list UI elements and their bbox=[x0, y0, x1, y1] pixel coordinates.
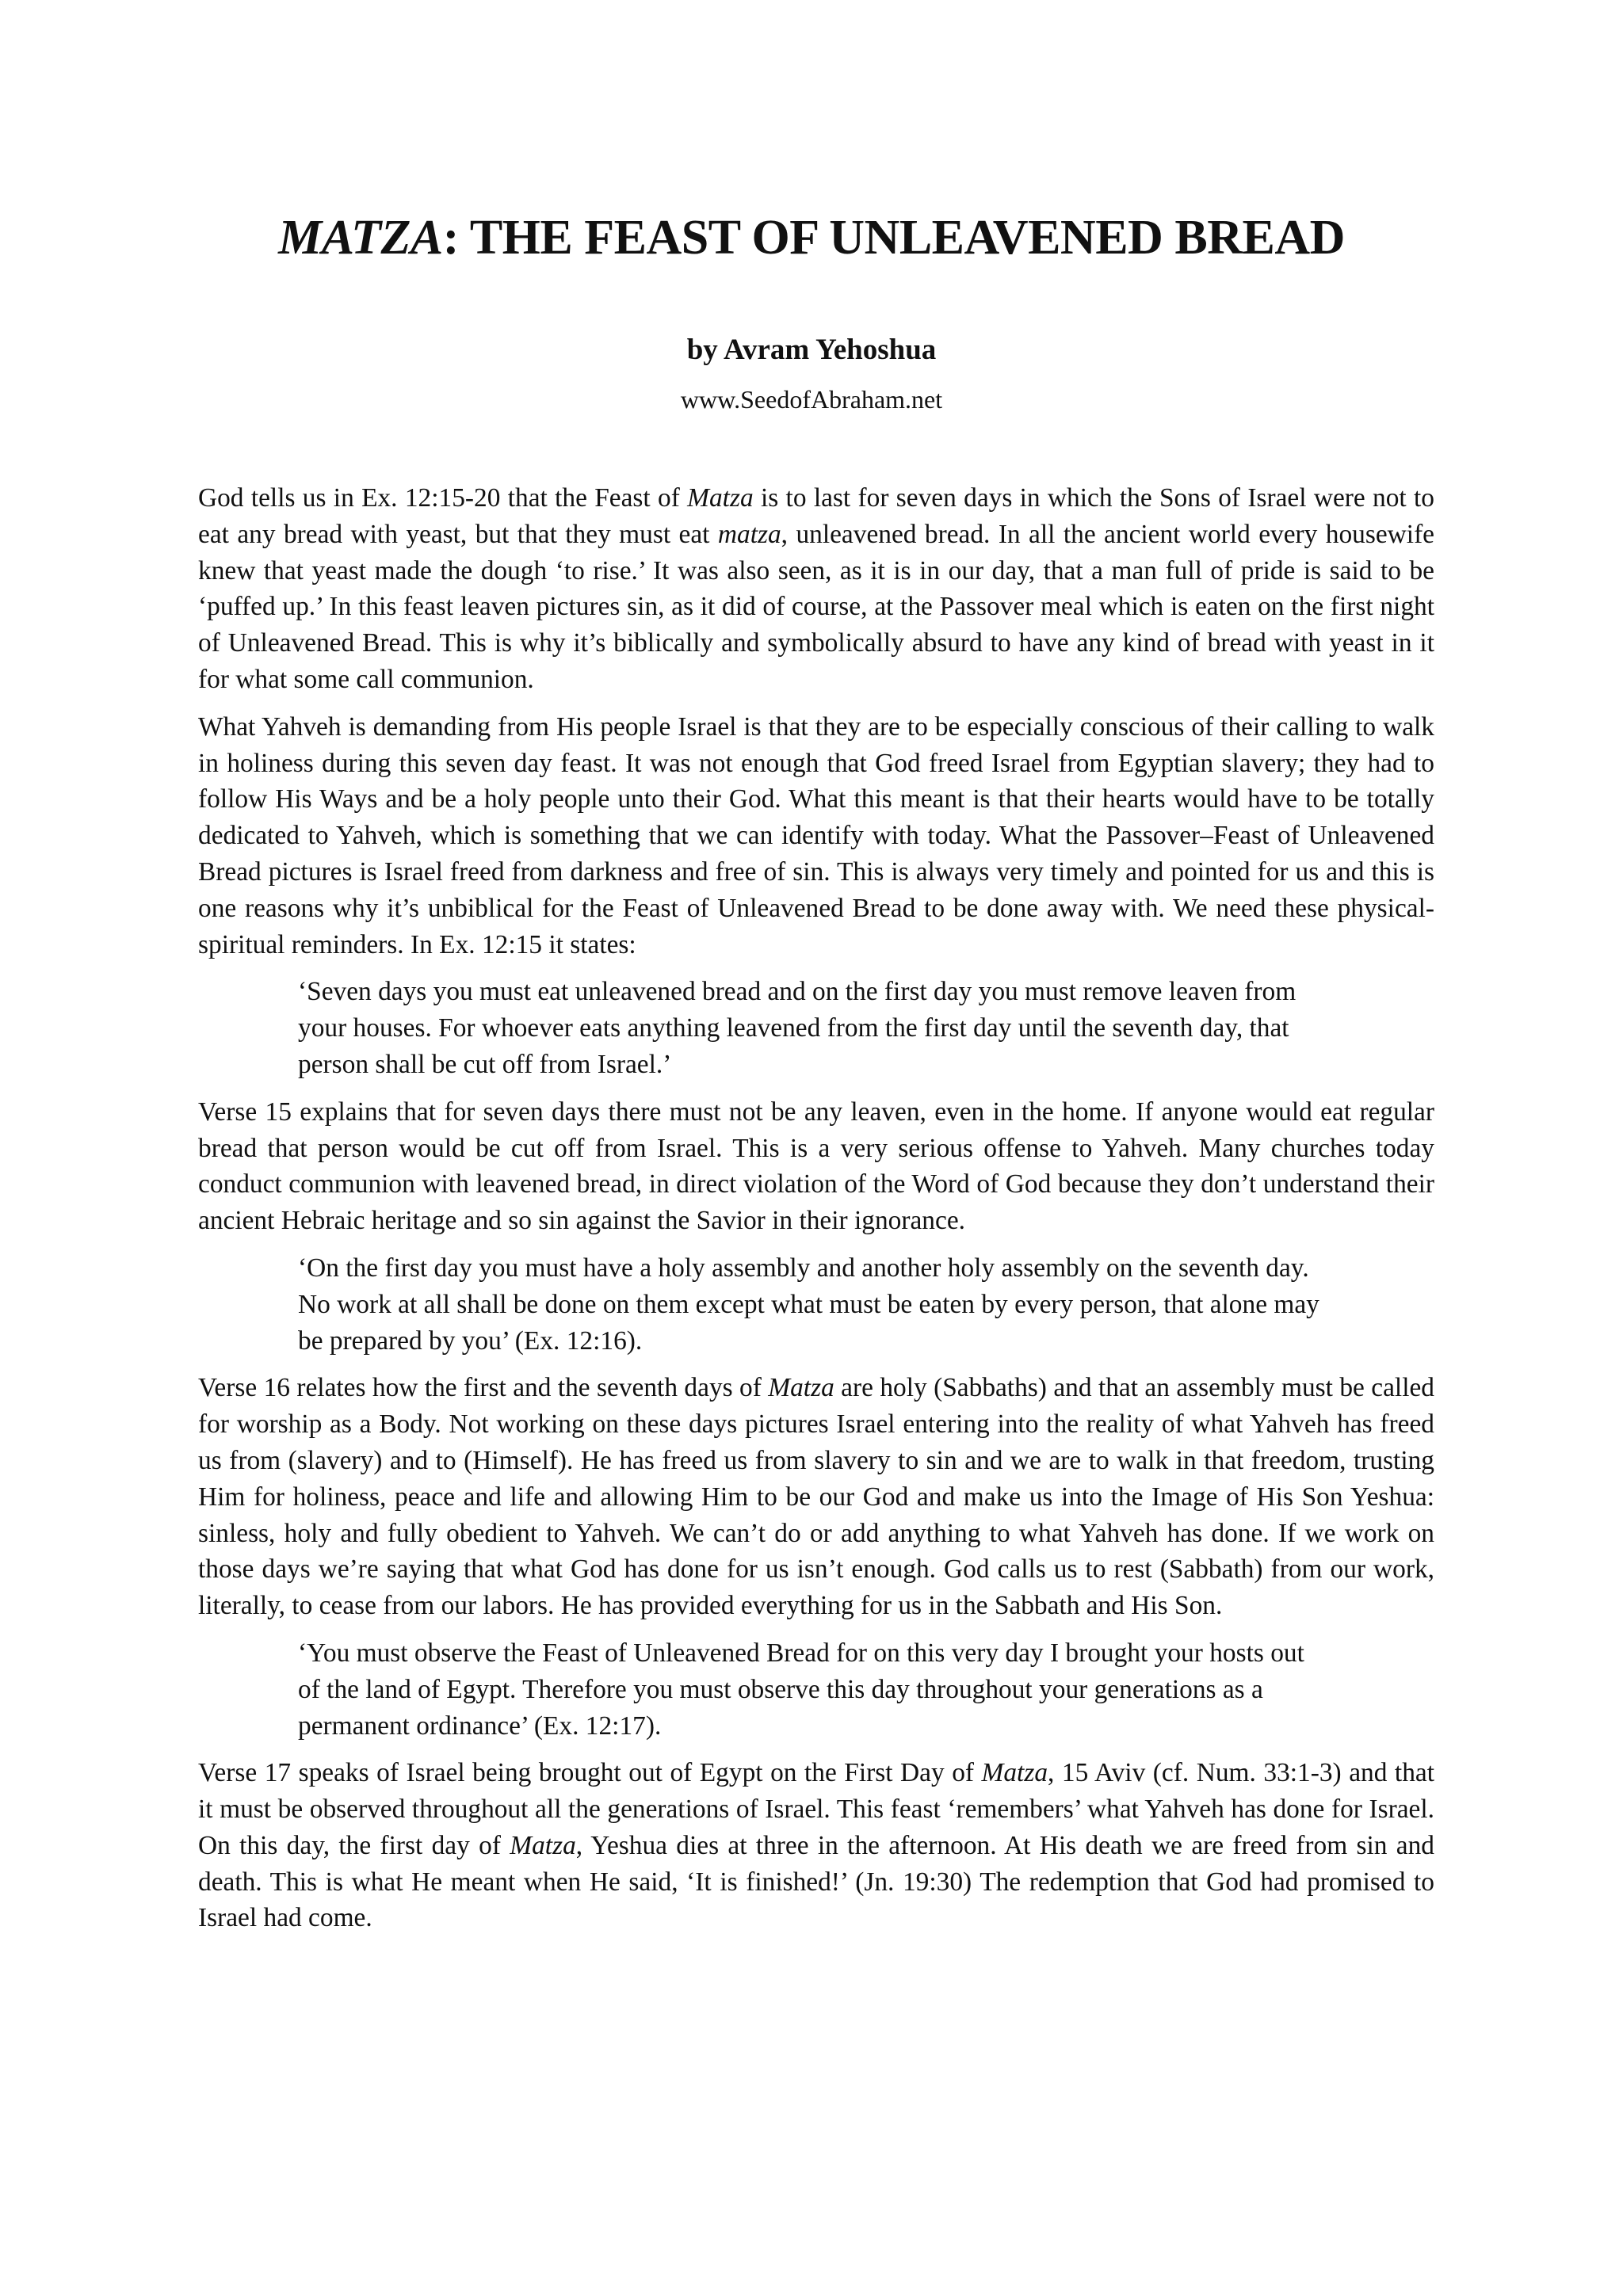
paragraph-1-text-c: is to last for seven days in which the Sons of Israel were not to eat any bread with yeast, but that they must eat bbox=[198, 483, 1434, 549]
paragraph-5-italic-matza-2: Matza bbox=[510, 1830, 576, 1860]
paragraph-1-text-e: , unleavened bread. In all the ancient world every housewife knew that yeast made the dough ‘to rise.’ It was also seen, as it is in our day, that a man full of pride is said to be ‘puffed up.’ In this feast leaven pictures sin, as it did of course, at the Passover meal which is eaten on the first night of Unleavened Bread. This is why it’s biblically and symbolically absurd to have any kind of bread with yeast in it for what some call communion. bbox=[198, 519, 1435, 694]
paragraph-4-text-a: Verse 16 relates how the first and the seventh days of bbox=[198, 1373, 769, 1403]
paragraph-4-italic-matza: Matza bbox=[768, 1373, 834, 1403]
title-rest: : THE FEAST OF UNLEAVENED BREAD bbox=[442, 211, 1345, 265]
paragraph-2: What Yahveh is demanding from His people Israel is that they are to be especially conscious of their calling to walk in holiness during this seven day feast. It was not enough that God freed Israel from Egyptian slavery; they had to follow His Ways and be a holy people unto their God. What this meant is that their hearts would have to be totally dedicated to Yahveh, which is something that we can identify with today. What the Passover–Feast of Unleavened Bread pictures is Israel freed from darkness and free of sin. This is always very timely and pointed for us and this is one reasons why it’s unbiblical for the Feast of Unleavened Bread to be done away with. We need these physical-spiritual reminders. In Ex. 12:15 it states: bbox=[198, 711, 1434, 959]
website-url: www.SeedofAbraham.net bbox=[680, 385, 943, 414]
paragraph-5-text-e: , Yeshua dies at three in the afternoon. At His death we are freed from sin and death. This is what He meant when He said, ‘It is finished!’ (Jn. 19:30) The redemption that God had promised to Israel had come. bbox=[198, 1830, 1435, 1933]
paragraph-4-text-c: are holy (Sabbaths) and that an assembly must be called for worship as a Body. Not working on these days pictures Israel entering into the reality of what Yahveh has freed us from (slavery) and to (Himself). He has freed us from slavery to sin and we are to walk in that freedom, trusting Him for holiness, peace and life and allowing Him to be our God and make us into the Image of His Son Yeshua: sinless, holy and fully obedient to Yahveh. We can’t do or add anything to what Yahveh has done. If we work on those days we’re saying that what God has done for us isn’t enough. God calls us to rest (Sabbath) from our work, literally, to cease from our labors. He has provided everything for us in the Sabbath and His Son. bbox=[198, 1373, 1434, 1621]
paragraph-1-italic-matza: Matza bbox=[687, 483, 754, 513]
author-byline: by Avram Yehoshua bbox=[686, 334, 937, 366]
paragraph-1 bbox=[198, 480, 1434, 698]
paragraph-4 bbox=[198, 1370, 1434, 1624]
paragraph-1-text-a: God tells us in Ex. 12:15-20 that the Feast of bbox=[198, 483, 688, 513]
page-title bbox=[0, 208, 1623, 268]
paragraph-5-italic-matza: Matza bbox=[981, 1758, 1048, 1788]
scripture-quote-3: ‘You must observe the Feast of Unleavened Bread for on this very day I brought your hosts out of the land of Egypt. Therefore you must observe this day throughout your generations as a permanent ordinance’ (Ex. 12:17). bbox=[298, 1638, 1304, 1741]
paragraph-5-text-a: Verse 17 speaks of Israel being brought out of Egypt on the First Day of bbox=[198, 1758, 982, 1788]
paragraph-1-italic-matza-2: matza bbox=[717, 519, 781, 549]
title-italic-part: MATZA bbox=[278, 211, 443, 265]
article-body bbox=[198, 480, 1434, 1947]
paragraph-5 bbox=[198, 1755, 1434, 1936]
paragraph-3: Verse 15 explains that for seven days there must not be any leaven, even in the home. If anyone would eat regular bread that person would be cut off from Israel. This is a very serious offense to Yahveh. Many churches today conduct communion with leavened bread, in direct violation of the Word of God because they don’t understand their ancient Hebraic heritage and so sin against the Savior in their ignorance. bbox=[198, 1097, 1434, 1236]
scripture-quote-1: ‘Seven days you must eat unleavened bread and on the first day you must remove leaven from your houses. For whoever eats anything leavened from the first day until the seventh day, that person shall be cut off from Israel.’ bbox=[298, 977, 1296, 1079]
scripture-quote-2: ‘On the first day you must have a holy assembly and another holy assembly on the seventh day. No work at all shall be done on them except what must be eaten by every person, that alone may be prepared by you’ (Ex. 12:16). bbox=[298, 1253, 1319, 1356]
paragraph-5-text-c: , 15 Aviv (cf. Num. 33:1-3) and that it must be observed throughout all the generations of Israel. This feast ‘remembers’ what Yahveh has done for Israel. On this day, the first day of bbox=[198, 1758, 1434, 1860]
